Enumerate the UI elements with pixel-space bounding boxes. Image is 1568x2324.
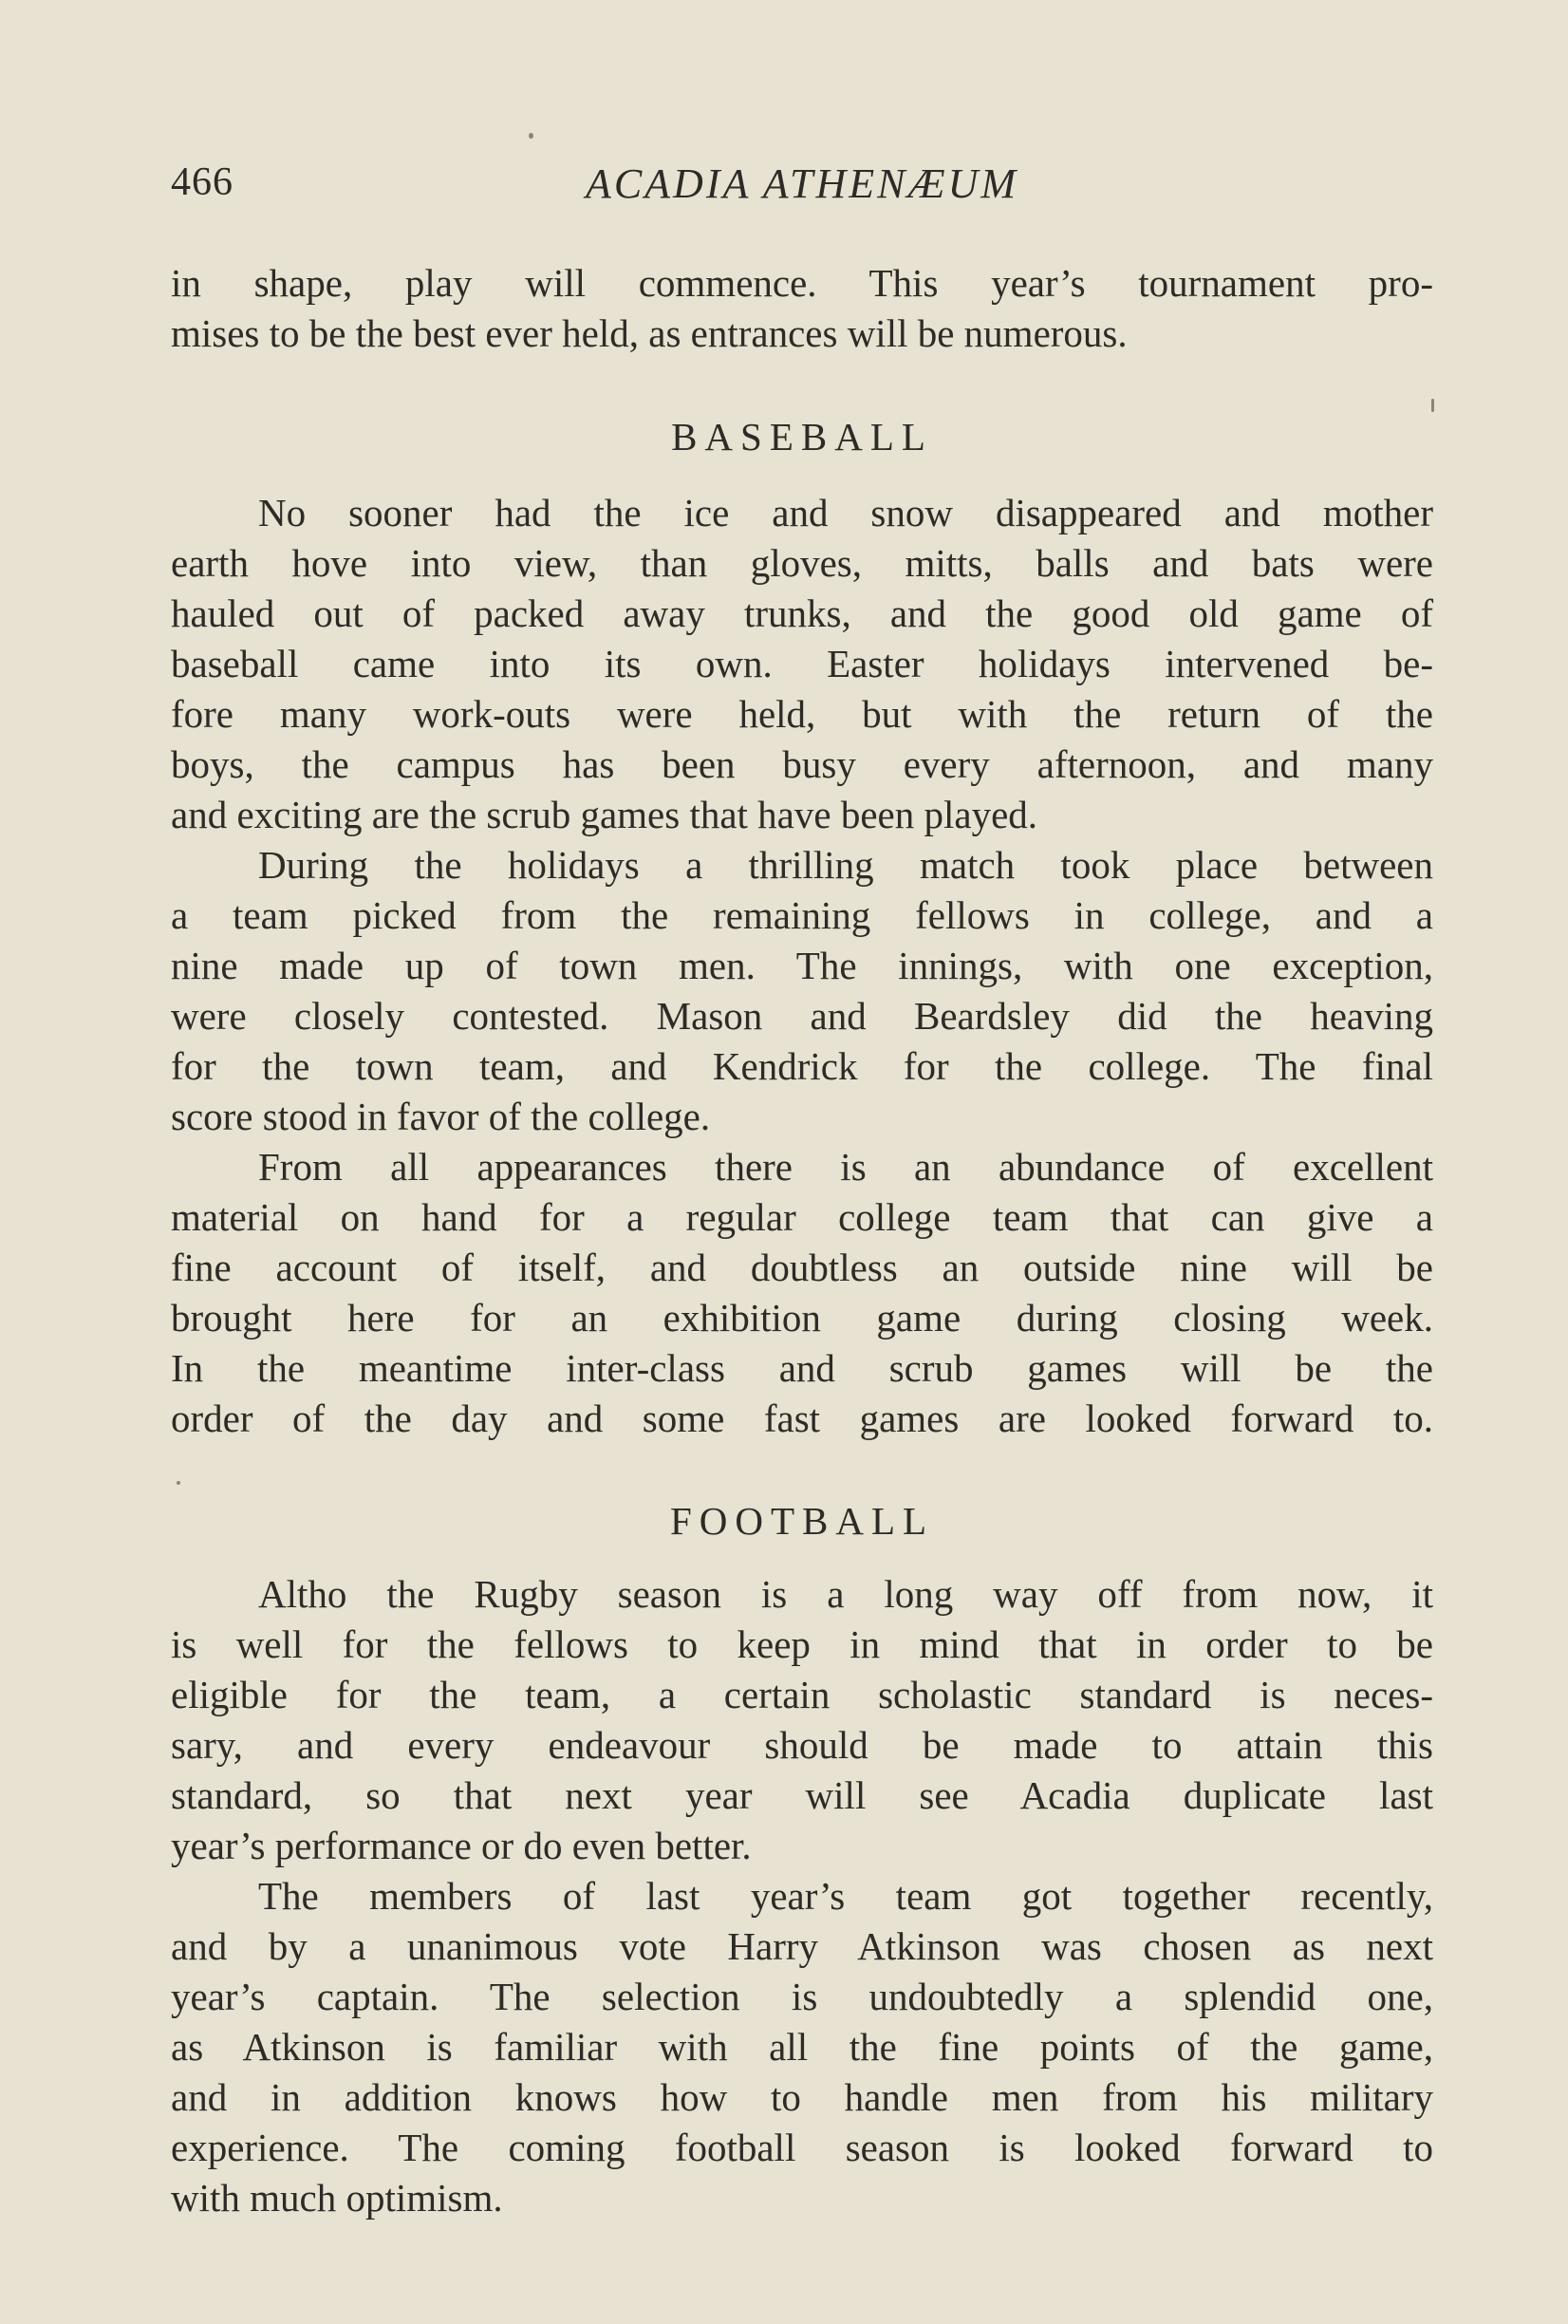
paper-speck [1431,399,1434,412]
baseball-paragraph-3 [171,1142,1433,1444]
text-line: boys, the campus has been busy every afternoon, and many [171,742,1433,786]
text-line: is well for the fellows to keep in mind that in order to be [171,1622,1433,1666]
intro-paragraph [171,258,1433,359]
text-line: sary, and every endeavour should be made to attain this [171,1723,1433,1767]
text-line: Altho the Rugby season is a long way off from now, it [258,1572,1433,1616]
text-line: material on hand for a regular college team that can give a [171,1195,1433,1239]
text-line: a team picked from the remaining fellows in college, and a [171,893,1433,937]
paper-speck [177,1481,180,1485]
text-line: hauled out of packed away trunks, and the good old game of [171,591,1433,635]
text-line: with much optimism. [171,2176,503,2220]
text-line: mises to be the best ever held, as entrances will be numerous. [171,311,1128,355]
text-line: order of the day and some fast games are looked forward to. [171,1396,1433,1440]
text-line: score stood in favor of the college. [171,1095,711,1138]
text-line: as Atkinson is familiar with all the fine points of the game, [171,2025,1433,2069]
text-line: and exciting are the scrub games that have been played. [171,793,1038,836]
text-line: for the town team, and Kendrick for the college. The final [171,1044,1433,1088]
baseball-paragraph-1 [171,488,1433,840]
text-line: In the meantime inter-class and scrub games will be the [171,1346,1433,1390]
journal-title: ACADIA ATHENÆUM [585,160,1019,207]
text-line: nine made up of town men. The innings, with one exception, [171,944,1433,987]
text-line: in shape, play will commence. This year’s tournament pro- [171,261,1433,305]
text-line: baseball came into its own. Easter holidays intervened be- [171,642,1433,685]
page-number: 466 [171,160,233,204]
football-paragraph-2 [171,1871,1433,2223]
text-line: eligible for the team, a certain scholastic standard is neces- [171,1673,1433,1716]
football-paragraph-1 [171,1569,1433,1871]
football-heading: FOOTBALL [669,1499,935,1543]
text-line: From all appearances there is an abundance of excellent [258,1145,1433,1189]
text-line: No sooner had the ice and snow disappeared and mother [258,491,1433,534]
baseball-paragraph-2 [171,840,1433,1142]
text-line: The members of last year’s team got together recently, [258,1874,1433,1918]
text-line: earth hove into view, than gloves, mitts, balls and bats were [171,541,1433,585]
text-line: fore many work-outs were held, but with the return of the [171,692,1433,736]
text-line: standard, so that next year will see Acadia duplicate last [171,1773,1433,1817]
text-line: fine account of itself, and doubtless an outside nine will be [171,1246,1433,1289]
paper-speck [529,133,533,139]
text-line: were closely contested. Mason and Beardsley did the heaving [171,994,1433,1038]
running-head [171,159,1433,216]
text-line: experience. The coming football season is looked forward to [171,2126,1433,2169]
text-line: year’s captain. The selection is undoubtedly a splendid one, [171,1975,1433,2018]
text-line: and by a unanimous vote Harry Atkinson was chosen as next [171,1924,1433,1968]
baseball-heading: BASEBALL [671,415,933,459]
text-line: year’s performance or do even better. [171,1824,752,1867]
text-line: and in addition knows how to handle men from his military [171,2075,1433,2119]
text-line: During the holidays a thrilling match took place between [258,843,1433,887]
text-line: brought here for an exhibition game during closing week. [171,1296,1433,1340]
